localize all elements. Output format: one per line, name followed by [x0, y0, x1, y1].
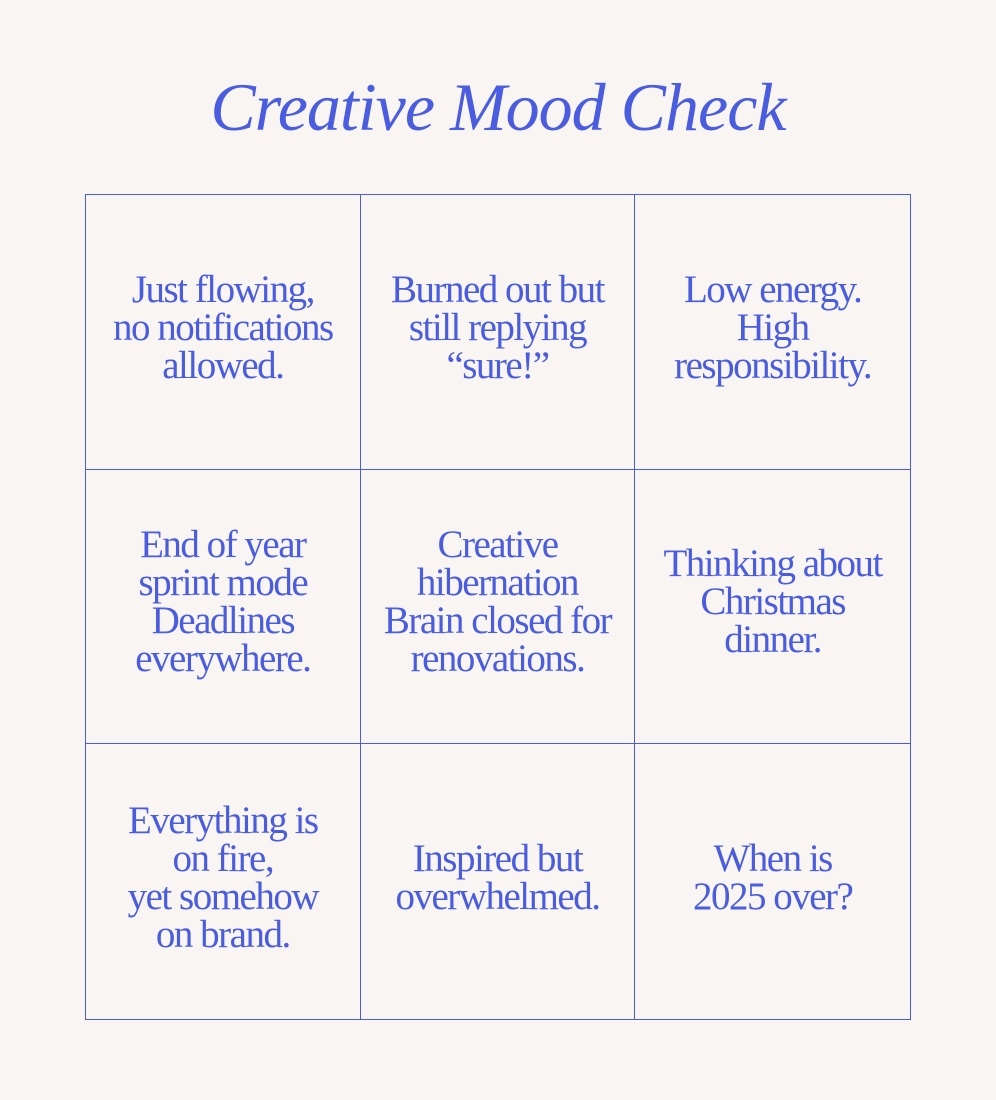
mood-grid [85, 194, 911, 1020]
mood-cell[interactable] [635, 195, 910, 470]
mood-cell-text: Thinking about Christmas dinner. [663, 542, 882, 662]
mood-cell[interactable] [86, 470, 361, 745]
mood-cell-text: Low energy. High responsibility. [674, 267, 872, 387]
mood-cell-text: Inspired but overwhelmed. [395, 836, 600, 918]
page-title: Creative Mood Check [210, 69, 786, 145]
mood-cell-text: Just flowing, no notifications allowed. [112, 267, 333, 387]
mood-cell-text: Everything is on fire, yet somehow on brand. [127, 798, 319, 956]
mood-cell-text: When is 2025 over? [692, 836, 853, 918]
mood-cell[interactable] [361, 744, 636, 1019]
mood-cell[interactable] [635, 744, 910, 1019]
mood-cell[interactable] [86, 195, 361, 470]
mood-cell-text: End of year sprint mode Deadlines everywhere. [135, 523, 311, 681]
mood-cell[interactable] [361, 195, 636, 470]
mood-cell[interactable] [361, 470, 636, 745]
mood-cell[interactable] [635, 470, 910, 745]
mood-cell[interactable] [86, 744, 361, 1019]
mood-cell-text: Creative hibernation Brain closed for renovations. [383, 523, 612, 681]
mood-cell-text: Burned out but still replying “sure!” [391, 267, 604, 387]
